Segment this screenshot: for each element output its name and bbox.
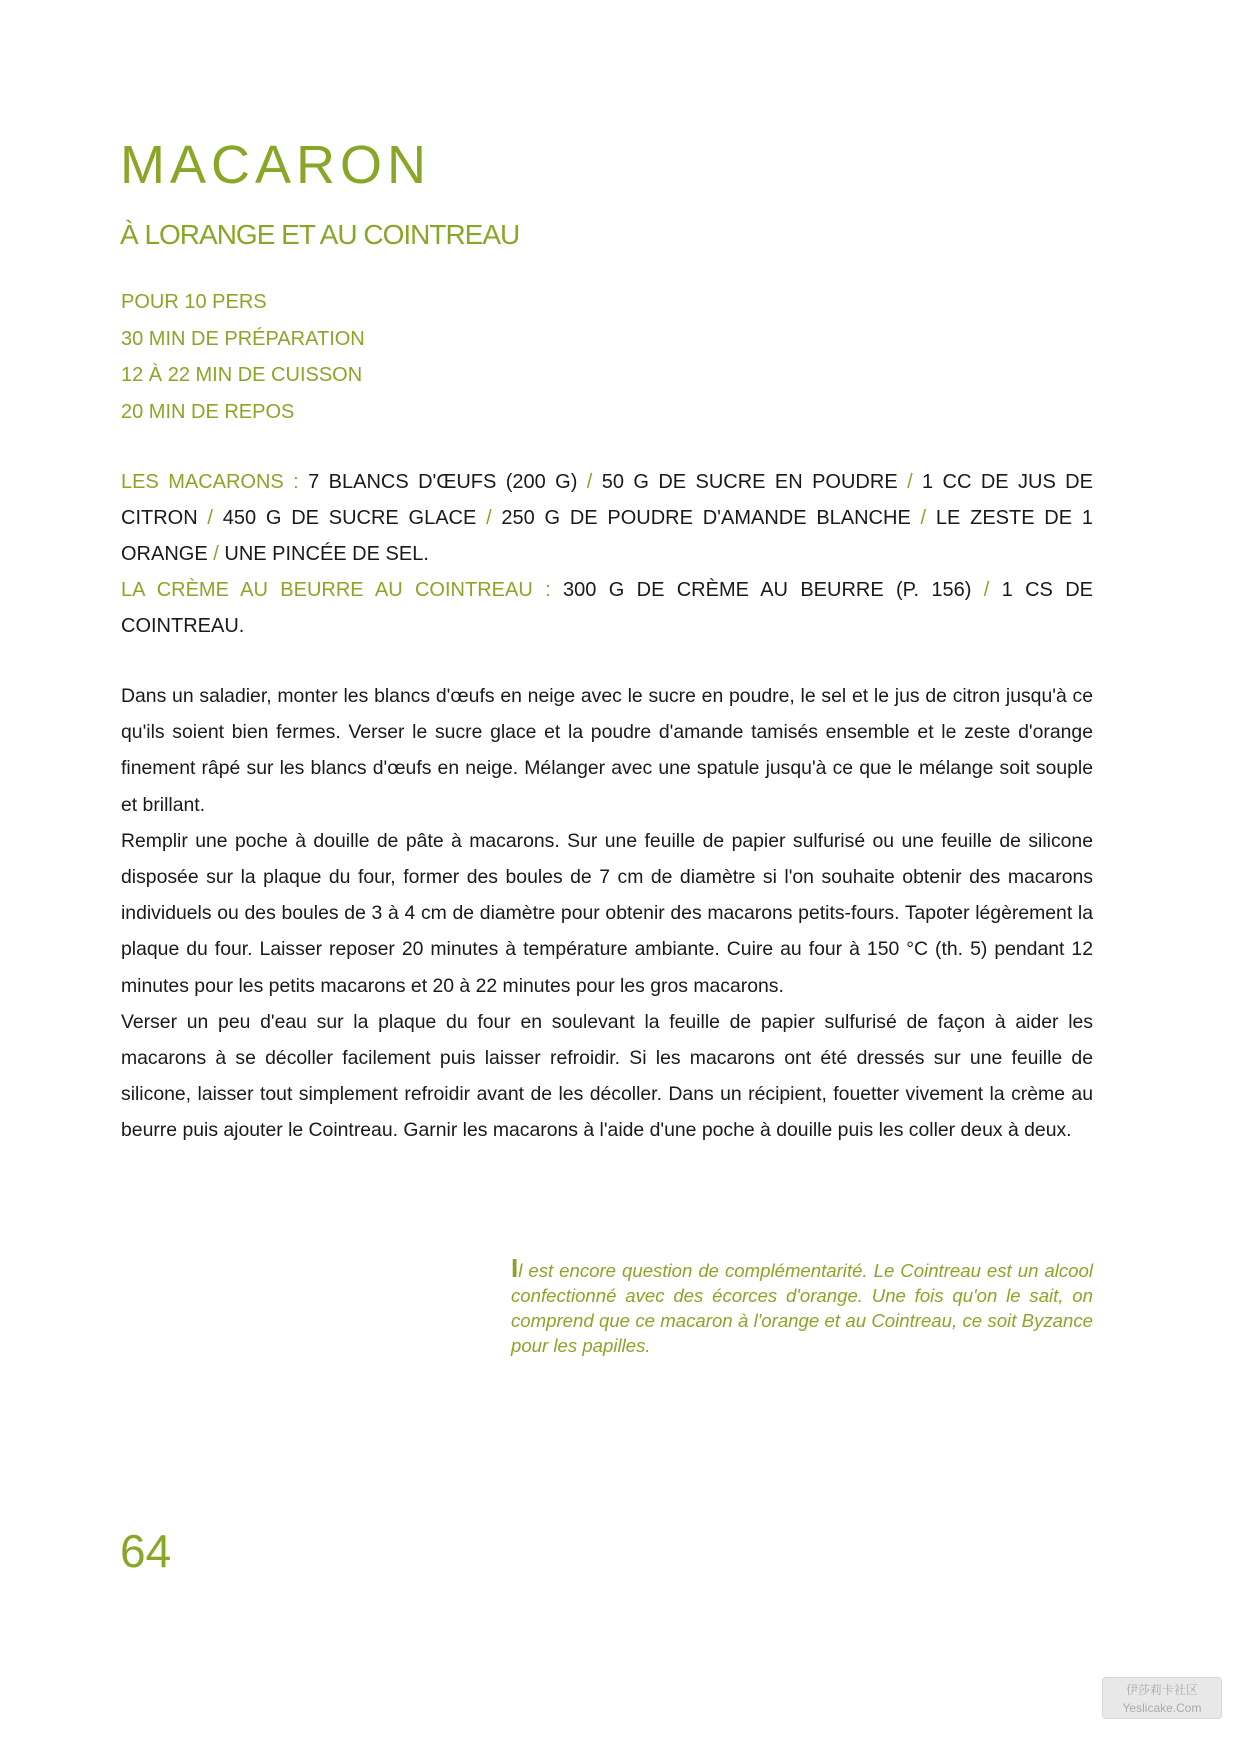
ingredient-item: 1 CS DE COINTREAU. (121, 579, 1093, 637)
ingredient-separator: / (213, 543, 225, 565)
page-number: 64 (120, 1525, 172, 1577)
ingredients-macarons-label: LES MACARONS : (121, 471, 309, 493)
watermark-line-1: 伊莎莉卡社区 (1125, 1683, 1198, 1697)
recipe-subtitle: À LORANGE ET AU COINTREAU (120, 219, 520, 250)
ingredient-item: UNE PINCÉE DE SEL. (224, 543, 429, 565)
ingredient-item: 50 G DE SUCRE EN POUDRE (601, 471, 908, 493)
chef-quote (511, 1253, 1093, 1358)
method-paragraph: Remplir une poche à douille de pâte à macarons. Sur une feuille de papier sulfurisé ou une feuille de silicone disposée sur la plaque du four, former des boules de 7 cm de diamètre si l'on souhaite obtenir des macarons individuels ou des boules de 3 à 4 cm de diamètre pour obtenir des macarons petits-fours. Tapoter légèrement la plaque du four. Laisser reposer 20 minutes à température ambiante. Cuire au four à 150 °C (th. 5) pendant 12 minutes pour les petits macarons et 20 à 22 minutes pour les gros macarons. (121, 829, 1093, 997)
ingredient-item: 300 G DE CRÈME AU BEURRE (P. 156) (563, 579, 984, 601)
ingredient-item: 450 G DE SUCRE GLACE (222, 507, 487, 529)
recipe-meta-list (121, 290, 365, 436)
watermark-line-2: Yeslicake.Com (1122, 1701, 1202, 1715)
ingredient-item: 7 BLANCS D'ŒUFS (200 G) (308, 471, 587, 493)
ingredient-item: 1 CC DE JUS DE CITRON (121, 471, 1093, 529)
ingredient-separator: / (486, 507, 502, 529)
ingredient-separator: / (920, 507, 936, 529)
rest-time: 20 MIN DE REPOS (121, 400, 295, 423)
ingredients-macarons (121, 464, 1093, 572)
prep-time: 30 MIN DE PRÉPARATION (121, 327, 365, 350)
ingredient-item: 250 G DE POUDRE D'AMANDE BLANCHE (501, 507, 921, 529)
servings: POUR 10 PERS (121, 291, 267, 313)
ingredients-block (121, 464, 1093, 644)
ingredient-item: LE ZESTE DE 1 ORANGE (121, 507, 1093, 565)
method-block (121, 678, 1093, 1149)
site-watermark (1102, 1677, 1222, 1719)
cook-time: 12 À 22 MIN DE CUISSON (121, 364, 363, 386)
method-paragraph: Verser un peu d'eau sur la plaque du four en soulevant la feuille de papier sulfurisé de façon à aider les macarons à se décoller facilement puis laisser refroidir. Si les macarons ont été dressés sur une feuille de silicone, laisser tout simplement refroidir avant de les décoller. Dans un récipient, fouetter vivement la crème au beurre puis ajouter le Cointreau. Garnir les macarons à l'aide d'une poche à douille puis les coller deux à deux. (121, 1010, 1093, 1142)
recipe-title: MACARON (120, 135, 432, 195)
quote-text: l est encore question de complémentarité. Le Cointreau est un alcool confectionné avec des écorces d'orange. Une fois qu'on le sait, on comprend que ce macaron à l'orange et au Cointreau, ce soit Byzance pour les papilles. (511, 1260, 1093, 1356)
ingredient-separator: / (983, 579, 1002, 601)
quote-drop-letter: I (511, 1253, 519, 1283)
ingredient-separator: / (586, 471, 602, 493)
ingredient-separator: / (907, 471, 923, 493)
ingredients-creme-label: LA CRÈME AU BEURRE AU COINTREAU : (121, 579, 564, 601)
ingredient-separator: / (207, 507, 223, 529)
method-paragraph: Dans un saladier, monter les blancs d'œufs en neige avec le sucre en poudre, le sel et le jus de citron jusqu'à ce qu'ils soient bien fermes. Verser le sucre glace et la poudre d'amande tamisés ensemble et le zeste d'orange finement râpé sur les blancs d'œufs en neige. Mélanger avec une spatule jusqu'à ce que le mélange soit souple et brillant. (121, 685, 1093, 816)
ingredients-creme (121, 572, 1093, 644)
